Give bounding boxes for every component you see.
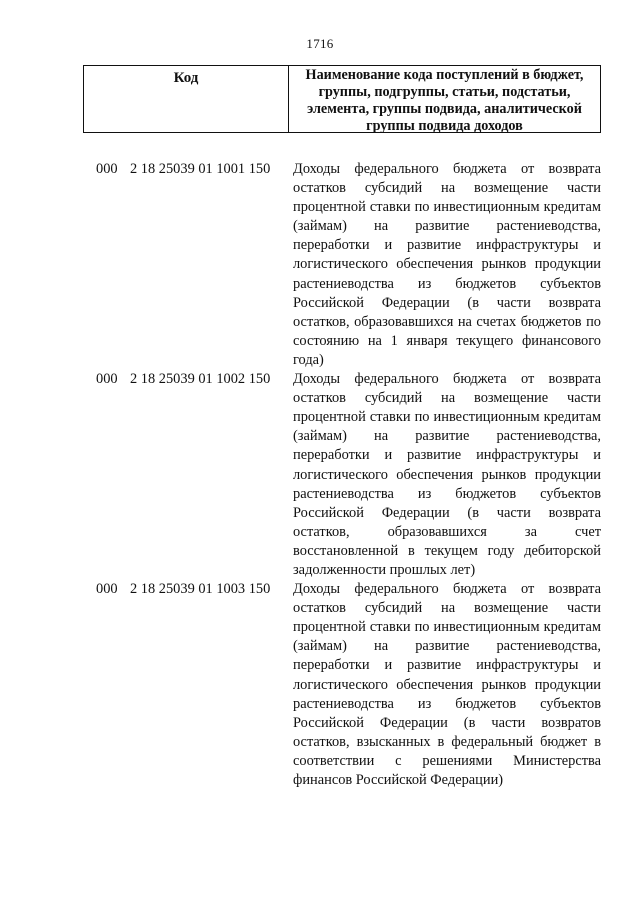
page-number: 1716 [306,36,334,51]
row-income-name: Доходы федерального бюджета от возврата остатков субсидий на возмещение части процентной ставки по инвестиционным кредитам (займам) на развитие растениеводства, переработки и развитие инфраструктуры и логистического обеспечения рынков продукции растениеводства из бюджетов субъектов Российской Федерации (в части возврата остатков, образовавшихся на счетах бюджетов по состоянию на 1 января текущего финансового года) [293,161,601,368]
row-income-code: 2 18 25039 01 1003 150 [130,581,271,598]
row-income-code: 2 18 25039 01 1002 150 [130,371,271,388]
table-header [83,65,601,133]
row-admin-code: 000 [96,161,118,177]
table-row [0,580,640,790]
table-row [0,160,640,370]
header-name-column: Наименование кода поступлений в бюджет, группы, подгруппы, статьи, подстатьи, элемента, группы подвида, аналитической группы подвида доходов [305,67,584,134]
row-income-name: Доходы федерального бюджета от возврата остатков субсидий на возмещение части процентной ставки по инвестиционным кредитам (займам) на развитие растениеводства, переработки и развитие инфраструктуры и логистического обеспечения рынков продукции растениеводства из бюджетов субъектов Российской Федерации (в части возврата остатков, образовавшихся за счет восстановленной в текущем году дебиторской задолженности прошлых лет) [293,371,601,578]
row-income-code: 2 18 25039 01 1001 150 [130,161,271,177]
row-admin-code: 000 [96,371,118,388]
row-income-name: Доходы федерального бюджета от возврата остатков субсидий на возмещение части процентной ставки по инвестиционным кредитам (займам) на развитие растениеводства, переработки и развитие инфраструктуры и логистического обеспечения рынков продукции растениеводства из бюджетов субъектов Российской Федерации (в части возвратов остатков, взысканных в федеральный бюджет в соответствии с решениями Министерства финансов Российской Федерации) [293,581,601,788]
row-admin-code: 000 [96,581,118,598]
entries-list [0,160,640,790]
table-row [0,370,640,580]
header-code-column: Код [84,66,289,132]
